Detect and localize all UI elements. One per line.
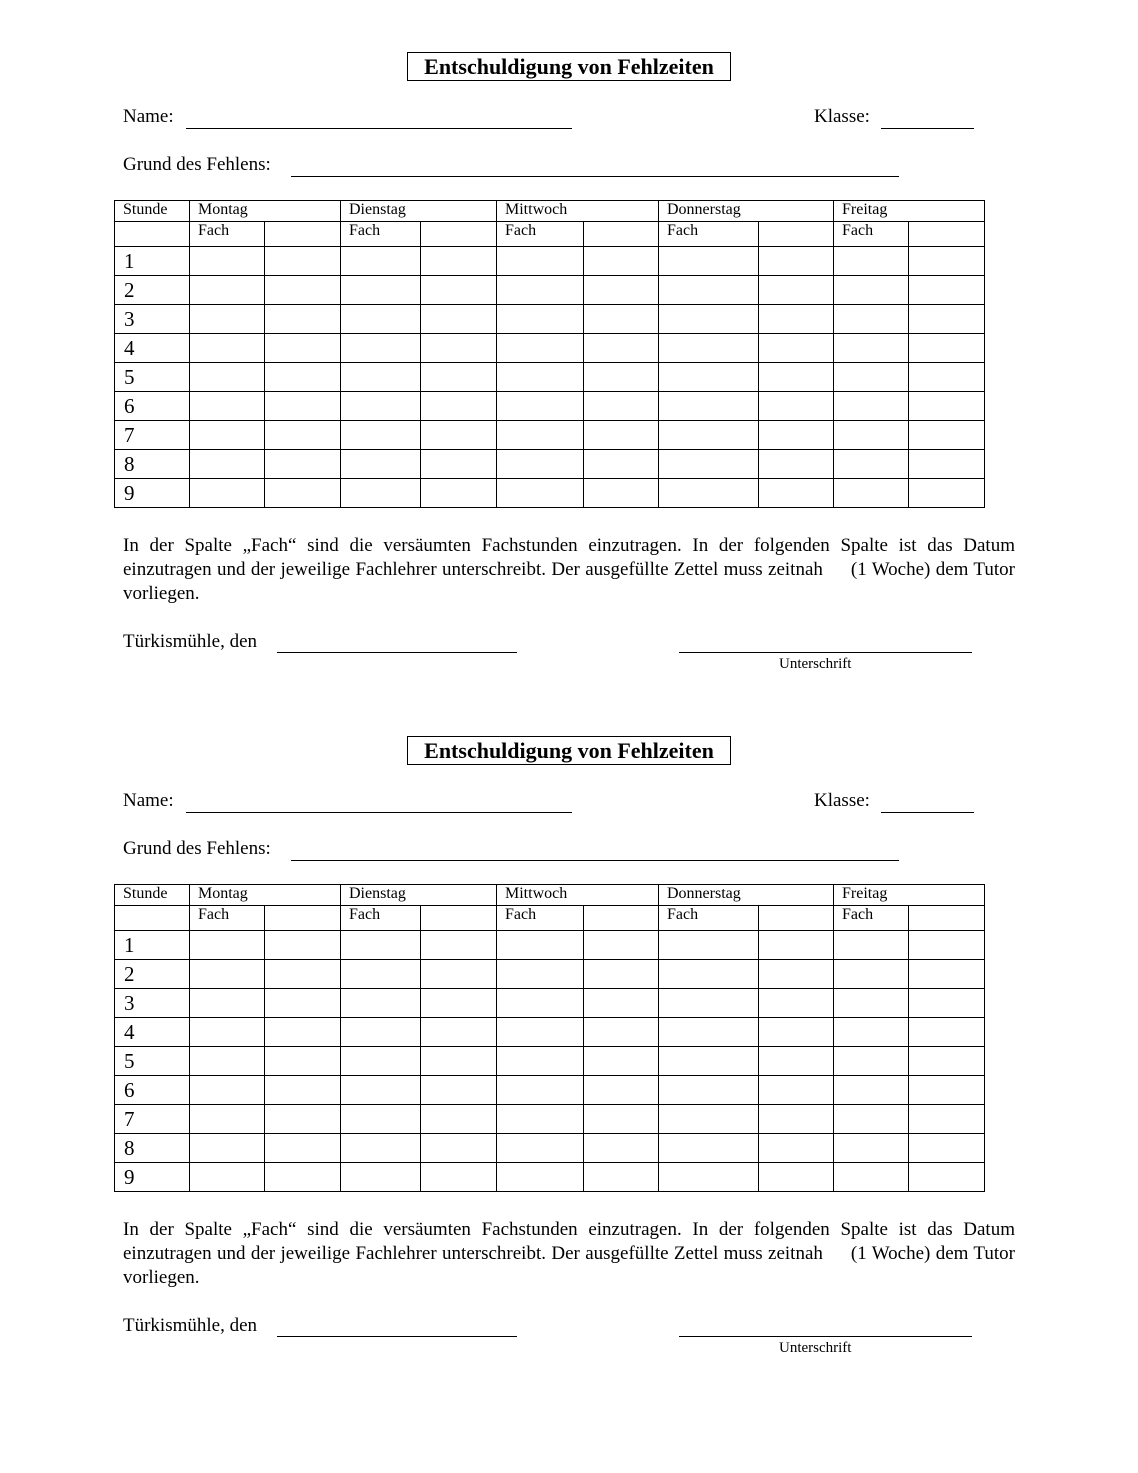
form-title: Entschuldigung von Fehlzeiten (407, 736, 731, 765)
fach-cell[interactable] (190, 960, 265, 989)
fach-cell[interactable] (659, 305, 759, 334)
table-row (115, 931, 985, 960)
fach-cell[interactable] (834, 276, 909, 305)
period-number: 5 (115, 1047, 190, 1076)
fach-header: Fach (834, 906, 909, 931)
fach-cell[interactable] (341, 1076, 421, 1105)
date-cell[interactable] (265, 1076, 341, 1105)
date-cell[interactable] (584, 1018, 659, 1047)
fach-cell[interactable] (497, 1018, 584, 1047)
fach-cell[interactable] (659, 363, 759, 392)
fach-cell[interactable] (497, 334, 584, 363)
form-title: Entschuldigung von Fehlzeiten (407, 52, 731, 81)
date-cell[interactable] (265, 931, 341, 960)
fach-cell[interactable] (341, 989, 421, 1018)
table-row (115, 1076, 985, 1105)
signature-label: Unterschrift (779, 1340, 852, 1356)
fach-cell[interactable] (497, 1105, 584, 1134)
fach-cell[interactable] (190, 1018, 265, 1047)
fach-header: Fach (659, 222, 759, 247)
fach-cell[interactable] (341, 1105, 421, 1134)
date-cell[interactable] (759, 1134, 834, 1163)
fach-cell[interactable] (341, 247, 421, 276)
fach-cell[interactable] (497, 392, 584, 421)
date-cell[interactable] (265, 334, 341, 363)
fach-cell[interactable] (341, 1163, 421, 1192)
date-cell[interactable] (909, 334, 985, 363)
grund-field[interactable] (291, 176, 899, 177)
date-cell[interactable] (584, 421, 659, 450)
fach-cell[interactable] (659, 392, 759, 421)
date-cell[interactable] (421, 421, 497, 450)
day-header-wednesday: Mittwoch (497, 885, 659, 906)
date-cell[interactable] (909, 421, 985, 450)
day-header-tuesday: Dienstag (341, 885, 497, 906)
fach-cell[interactable] (659, 276, 759, 305)
fach-cell[interactable] (190, 479, 265, 508)
fach-header: Fach (659, 906, 759, 931)
date-field[interactable] (277, 652, 517, 653)
date-cell[interactable] (759, 1105, 834, 1134)
date-cell[interactable] (584, 247, 659, 276)
date-cell[interactable] (421, 247, 497, 276)
date-cell[interactable] (759, 305, 834, 334)
signature-field[interactable] (679, 652, 972, 653)
period-number: 4 (115, 1018, 190, 1047)
date-cell[interactable] (759, 334, 834, 363)
date-cell[interactable] (909, 392, 985, 421)
fach-cell[interactable] (659, 931, 759, 960)
fach-cell[interactable] (497, 450, 584, 479)
fach-cell[interactable] (834, 363, 909, 392)
table-row (115, 450, 985, 479)
fach-cell[interactable] (659, 1134, 759, 1163)
date-cell[interactable] (265, 450, 341, 479)
fach-cell[interactable] (659, 1076, 759, 1105)
day-header-tuesday: Dienstag (341, 201, 497, 222)
table-subheader-row (115, 222, 985, 247)
date-cell[interactable] (584, 1163, 659, 1192)
table-row (115, 334, 985, 363)
table-row (115, 479, 985, 508)
date-cell[interactable] (421, 1134, 497, 1163)
date-cell[interactable] (421, 363, 497, 392)
fach-cell[interactable] (659, 960, 759, 989)
fach-cell[interactable] (190, 1134, 265, 1163)
table-row (115, 989, 985, 1018)
instructions-part-2: (1 Woche) dem Tutor vorliegen. (123, 559, 1015, 604)
place-date-label: Türkismühle, den (123, 1315, 258, 1336)
absence-form (0, 684, 1138, 1368)
period-number: 1 (115, 931, 190, 960)
fach-header: Fach (341, 906, 421, 931)
date-cell[interactable] (584, 334, 659, 363)
date-cell[interactable] (759, 479, 834, 508)
date-cell[interactable] (265, 1047, 341, 1076)
day-header-thursday: Donnerstag (659, 201, 834, 222)
fach-header: Fach (497, 906, 584, 931)
date-header (265, 906, 341, 931)
empty-cell (115, 222, 190, 247)
date-cell[interactable] (421, 450, 497, 479)
grund-label: Grund des Fehlens: (123, 838, 271, 859)
date-cell[interactable] (421, 1047, 497, 1076)
date-cell[interactable] (584, 1076, 659, 1105)
date-cell[interactable] (909, 989, 985, 1018)
date-cell[interactable] (421, 1018, 497, 1047)
date-cell[interactable] (421, 276, 497, 305)
fach-cell[interactable] (190, 363, 265, 392)
fach-cell[interactable] (341, 479, 421, 508)
date-cell[interactable] (265, 1163, 341, 1192)
date-cell[interactable] (584, 479, 659, 508)
stunde-header: Stunde (115, 885, 190, 906)
date-header (421, 906, 497, 931)
fach-cell[interactable] (341, 960, 421, 989)
fach-cell[interactable] (190, 1047, 265, 1076)
date-cell[interactable] (584, 1047, 659, 1076)
date-field[interactable] (277, 1336, 517, 1337)
fach-cell[interactable] (834, 989, 909, 1018)
date-cell[interactable] (759, 1018, 834, 1047)
date-cell[interactable] (421, 1105, 497, 1134)
fach-cell[interactable] (834, 334, 909, 363)
klasse-label: Klasse: (814, 790, 870, 811)
date-cell[interactable] (421, 334, 497, 363)
fach-cell[interactable] (834, 392, 909, 421)
fach-cell[interactable] (659, 247, 759, 276)
fach-cell[interactable] (341, 305, 421, 334)
date-cell[interactable] (909, 363, 985, 392)
date-cell[interactable] (584, 1134, 659, 1163)
fach-cell[interactable] (659, 479, 759, 508)
fach-cell[interactable] (190, 334, 265, 363)
period-number: 2 (115, 960, 190, 989)
fach-cell[interactable] (834, 1047, 909, 1076)
fach-cell[interactable] (834, 1076, 909, 1105)
period-number: 4 (115, 334, 190, 363)
fach-cell[interactable] (834, 1018, 909, 1047)
fach-cell[interactable] (497, 421, 584, 450)
date-cell[interactable] (584, 989, 659, 1018)
date-cell[interactable] (909, 1018, 985, 1047)
date-cell[interactable] (265, 363, 341, 392)
date-cell[interactable] (759, 247, 834, 276)
fach-cell[interactable] (659, 1105, 759, 1134)
table-row (115, 1018, 985, 1047)
date-cell[interactable] (759, 1076, 834, 1105)
fach-cell[interactable] (497, 960, 584, 989)
date-cell[interactable] (909, 1105, 985, 1134)
klasse-label: Klasse: (814, 106, 870, 127)
date-cell[interactable] (909, 276, 985, 305)
absence-form (0, 0, 1138, 684)
fach-cell[interactable] (497, 305, 584, 334)
grund-field[interactable] (291, 860, 899, 861)
table-row (115, 1163, 985, 1192)
fach-cell[interactable] (497, 363, 584, 392)
date-cell[interactable] (584, 960, 659, 989)
date-cell[interactable] (909, 931, 985, 960)
fach-cell[interactable] (341, 450, 421, 479)
fach-cell[interactable] (497, 247, 584, 276)
fach-cell[interactable] (834, 1105, 909, 1134)
fach-cell[interactable] (341, 334, 421, 363)
period-number: 6 (115, 1076, 190, 1105)
table-row (115, 276, 985, 305)
date-cell[interactable] (584, 363, 659, 392)
date-cell[interactable] (265, 1105, 341, 1134)
fach-cell[interactable] (497, 931, 584, 960)
date-cell[interactable] (584, 450, 659, 479)
name-label: Name: (123, 106, 174, 127)
date-cell[interactable] (265, 1018, 341, 1047)
table-header-row (115, 201, 985, 222)
day-header-monday: Montag (190, 885, 341, 906)
period-number: 9 (115, 1163, 190, 1192)
fach-cell[interactable] (190, 276, 265, 305)
day-header-friday: Freitag (834, 201, 985, 222)
fach-cell[interactable] (659, 1163, 759, 1192)
date-cell[interactable] (584, 276, 659, 305)
date-cell[interactable] (759, 960, 834, 989)
fach-cell[interactable] (834, 450, 909, 479)
fach-cell[interactable] (190, 1105, 265, 1134)
date-cell[interactable] (421, 479, 497, 508)
name-field[interactable] (186, 812, 572, 813)
date-cell[interactable] (909, 450, 985, 479)
date-cell[interactable] (421, 1076, 497, 1105)
date-cell[interactable] (759, 363, 834, 392)
period-number: 7 (115, 1105, 190, 1134)
fach-cell[interactable] (659, 450, 759, 479)
date-header (584, 906, 659, 931)
name-label: Name: (123, 790, 174, 811)
fach-cell[interactable] (341, 421, 421, 450)
day-header-thursday: Donnerstag (659, 885, 834, 906)
table-row (115, 305, 985, 334)
empty-cell (115, 906, 190, 931)
date-cell[interactable] (584, 392, 659, 421)
day-header-monday: Montag (190, 201, 341, 222)
fach-cell[interactable] (659, 421, 759, 450)
fach-cell[interactable] (834, 479, 909, 508)
date-cell[interactable] (265, 276, 341, 305)
table-header-row (115, 885, 985, 906)
date-cell[interactable] (759, 450, 834, 479)
fach-cell[interactable] (341, 363, 421, 392)
table-subheader-row (115, 906, 985, 931)
date-cell[interactable] (265, 960, 341, 989)
signature-label: Unterschrift (779, 656, 852, 672)
signature-field[interactable] (679, 1336, 972, 1337)
date-cell[interactable] (909, 479, 985, 508)
fach-cell[interactable] (497, 1047, 584, 1076)
grund-label: Grund des Fehlens: (123, 154, 271, 175)
fach-cell[interactable] (834, 305, 909, 334)
fach-cell[interactable] (190, 931, 265, 960)
date-cell[interactable] (265, 1134, 341, 1163)
date-cell[interactable] (759, 276, 834, 305)
fach-cell[interactable] (341, 1134, 421, 1163)
date-cell[interactable] (909, 1076, 985, 1105)
date-cell[interactable] (265, 247, 341, 276)
fach-cell[interactable] (497, 276, 584, 305)
date-cell[interactable] (265, 989, 341, 1018)
date-header (759, 222, 834, 247)
fach-cell[interactable] (497, 989, 584, 1018)
date-cell[interactable] (584, 1105, 659, 1134)
fach-cell[interactable] (190, 989, 265, 1018)
date-cell[interactable] (909, 247, 985, 276)
fach-cell[interactable] (341, 392, 421, 421)
table-row (115, 247, 985, 276)
date-cell[interactable] (909, 305, 985, 334)
instructions-text (123, 1218, 1015, 1290)
fach-cell[interactable] (190, 247, 265, 276)
date-cell[interactable] (909, 960, 985, 989)
period-number: 3 (115, 989, 190, 1018)
table-row (115, 960, 985, 989)
period-number: 7 (115, 421, 190, 450)
date-cell[interactable] (759, 1047, 834, 1076)
fach-cell[interactable] (834, 960, 909, 989)
fach-cell[interactable] (834, 931, 909, 960)
table-row (115, 1105, 985, 1134)
fach-cell[interactable] (190, 1076, 265, 1105)
date-cell[interactable] (421, 931, 497, 960)
date-cell[interactable] (265, 479, 341, 508)
instructions-part-1: In der Spalte „Fach“ sind die versäumten Fachstunden einzutragen. In der folgenden Spalte ist das Datum einzutragen und der jeweilige Fachlehrer unterschreibt. Der ausgefüllte Zettel muss zeitnah (123, 1219, 1015, 1264)
date-cell[interactable] (421, 392, 497, 421)
table-row (115, 363, 985, 392)
period-number: 3 (115, 305, 190, 334)
date-cell[interactable] (265, 305, 341, 334)
stunde-header: Stunde (115, 201, 190, 222)
date-cell[interactable] (909, 1163, 985, 1192)
date-cell[interactable] (909, 1047, 985, 1076)
fach-cell[interactable] (497, 1163, 584, 1192)
date-cell[interactable] (759, 989, 834, 1018)
fach-cell[interactable] (190, 1163, 265, 1192)
date-cell[interactable] (265, 392, 341, 421)
date-cell[interactable] (759, 421, 834, 450)
date-header (421, 222, 497, 247)
instructions-part-1: In der Spalte „Fach“ sind die versäumten Fachstunden einzutragen. In der folgenden Spalte ist das Datum einzutragen und der jeweilige Fachlehrer unterschreibt. Der ausgefüllte Zettel muss zeitnah (123, 535, 1015, 580)
instructions-part-2: (1 Woche) dem Tutor vorliegen. (123, 1243, 1015, 1288)
table-row (115, 1047, 985, 1076)
fach-cell[interactable] (497, 479, 584, 508)
table-row (115, 421, 985, 450)
absence-table (114, 884, 985, 1192)
date-header (759, 906, 834, 931)
fach-header: Fach (497, 222, 584, 247)
fach-cell[interactable] (190, 421, 265, 450)
period-number: 6 (115, 392, 190, 421)
date-cell[interactable] (759, 931, 834, 960)
date-cell[interactable] (265, 421, 341, 450)
day-header-friday: Freitag (834, 885, 985, 906)
fach-cell[interactable] (834, 1163, 909, 1192)
table-row (115, 1134, 985, 1163)
fach-cell[interactable] (341, 1018, 421, 1047)
fach-cell[interactable] (341, 276, 421, 305)
fach-cell[interactable] (497, 1076, 584, 1105)
fach-cell[interactable] (834, 247, 909, 276)
fach-cell[interactable] (834, 1134, 909, 1163)
absence-table (114, 200, 985, 508)
fach-cell[interactable] (659, 1047, 759, 1076)
date-cell[interactable] (421, 1163, 497, 1192)
period-number: 5 (115, 363, 190, 392)
fach-cell[interactable] (659, 1018, 759, 1047)
period-number: 8 (115, 450, 190, 479)
fach-cell[interactable] (190, 450, 265, 479)
fach-cell[interactable] (659, 334, 759, 363)
klasse-field[interactable] (881, 812, 974, 813)
date-cell[interactable] (759, 1163, 834, 1192)
period-number: 2 (115, 276, 190, 305)
name-field[interactable] (186, 128, 572, 129)
date-header (909, 222, 985, 247)
date-cell[interactable] (584, 305, 659, 334)
date-header (909, 906, 985, 931)
date-header (584, 222, 659, 247)
klasse-field[interactable] (881, 128, 974, 129)
fach-cell[interactable] (341, 931, 421, 960)
date-cell[interactable] (909, 1134, 985, 1163)
fach-cell[interactable] (834, 421, 909, 450)
date-header (265, 222, 341, 247)
place-date-label: Türkismühle, den (123, 631, 258, 652)
instructions-text (123, 534, 1015, 606)
date-cell[interactable] (421, 305, 497, 334)
fach-cell[interactable] (497, 1134, 584, 1163)
fach-cell[interactable] (341, 1047, 421, 1076)
fach-cell[interactable] (659, 989, 759, 1018)
fach-header: Fach (190, 222, 265, 247)
date-cell[interactable] (421, 960, 497, 989)
period-number: 8 (115, 1134, 190, 1163)
fach-header: Fach (190, 906, 265, 931)
fach-header: Fach (341, 222, 421, 247)
table-row (115, 392, 985, 421)
date-cell[interactable] (421, 989, 497, 1018)
fach-cell[interactable] (190, 392, 265, 421)
period-number: 1 (115, 247, 190, 276)
day-header-wednesday: Mittwoch (497, 201, 659, 222)
fach-cell[interactable] (190, 305, 265, 334)
fach-header: Fach (834, 222, 909, 247)
date-cell[interactable] (759, 392, 834, 421)
period-number: 9 (115, 479, 190, 508)
date-cell[interactable] (584, 931, 659, 960)
